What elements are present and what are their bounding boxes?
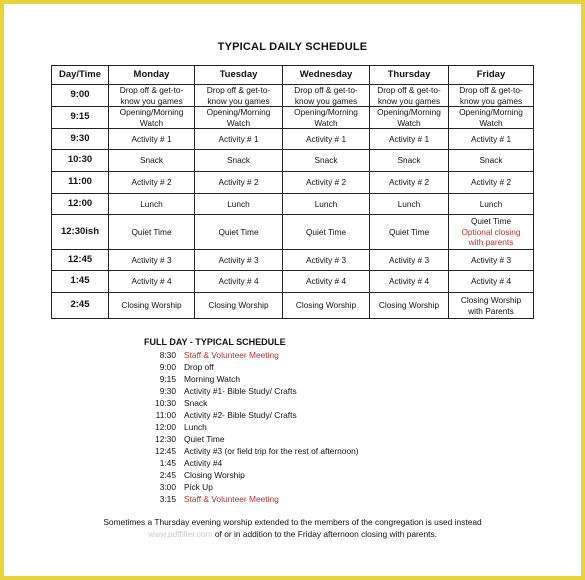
list-item-time: 9:00 <box>159 362 176 372</box>
schedule-cell <box>109 293 195 319</box>
list-item <box>144 361 464 373</box>
list-item-activity: Lunch <box>184 422 207 432</box>
schedule-cell <box>109 129 195 150</box>
schedule-cell <box>195 85 283 107</box>
schedule-cell <box>195 271 283 293</box>
table-row <box>52 293 534 319</box>
table-row <box>52 172 534 194</box>
cell-line: Snack <box>397 155 421 166</box>
schedule-cell <box>109 250 195 271</box>
schedule-cell <box>283 150 370 172</box>
table-header-row <box>52 66 534 85</box>
cell-line: Closing Worship <box>121 300 182 311</box>
table-row <box>52 129 534 150</box>
cell-line: Activity # 2 <box>218 177 259 188</box>
list-item-activity: Activity #4 <box>184 458 223 468</box>
list-item-activity: Staff & Volunteer Meeting <box>184 494 279 504</box>
list-item <box>144 445 464 457</box>
list-item <box>144 409 464 421</box>
cell-line: Activity # 4 <box>470 276 512 287</box>
schedule-cell <box>195 250 283 271</box>
cell-line: Activity # 1 <box>470 133 512 144</box>
list-item-time: 1:45 <box>159 458 176 468</box>
time-cell: 2:45 <box>52 293 109 319</box>
schedule-cell <box>195 293 283 319</box>
time-cell: 12:45 <box>52 250 109 271</box>
cell-line: know you games <box>207 95 270 106</box>
schedule-cell <box>370 85 449 107</box>
list-item <box>144 349 464 361</box>
schedule-cell <box>195 194 283 215</box>
column-header: Tuesday <box>195 66 283 85</box>
schedule-cell <box>370 129 449 150</box>
time-cell: 12:30ish <box>52 215 109 250</box>
cell-line: Activity # 3 <box>131 254 172 265</box>
column-header: Wednesday <box>283 66 370 85</box>
cell-line: Closing Worship <box>460 295 522 305</box>
schedule-cell <box>449 107 534 129</box>
cell-line: Quiet Time <box>218 226 259 237</box>
list-item-time: 12:00 <box>155 422 176 432</box>
cell-line: Drop off & get-to- <box>119 85 184 95</box>
time-cell: 9:30 <box>52 129 109 150</box>
schedule-cell <box>283 271 370 293</box>
list-item <box>144 469 464 481</box>
cell-line: Lunch <box>479 198 503 209</box>
schedule-cell <box>195 150 283 172</box>
cell-line: Lunch <box>397 198 421 209</box>
schedule-cell <box>195 215 283 250</box>
schedule-cell <box>449 215 534 250</box>
schedule-cell <box>109 172 195 194</box>
list-item-time: 12:30 <box>155 434 176 444</box>
list-item-time: 8:30 <box>159 350 176 360</box>
schedule-cell <box>370 250 449 271</box>
cell-line: Drop off & get-to- <box>377 85 441 95</box>
list-item <box>144 433 464 445</box>
cell-line: with parents <box>468 237 514 248</box>
schedule-cell <box>283 194 370 215</box>
schedule-cell <box>370 215 449 250</box>
column-header: Thursday <box>370 66 449 85</box>
cell-line: Snack <box>479 155 503 166</box>
page-title: TYPICAL DAILY SCHEDULE <box>217 41 368 53</box>
cell-line: Quiet Time <box>388 226 430 237</box>
table-row <box>52 85 534 107</box>
cell-line: Activity # 3 <box>218 254 259 265</box>
cell-line: Closing Worship <box>378 300 440 311</box>
schedule-cell <box>283 250 370 271</box>
cell-line: Lunch <box>227 198 250 209</box>
schedule-cell <box>449 293 534 319</box>
cell-line: Drop off & get-to- <box>206 85 271 95</box>
cell-line: know you games <box>459 95 523 106</box>
table-row <box>52 150 534 172</box>
cell-line: Drop off & get-to- <box>294 85 358 95</box>
list-item-activity: Pick Up <box>184 482 213 492</box>
cell-line: Activity # 1 <box>305 133 347 144</box>
list-item-activity: Activity #3 (or field trip for the rest of afternoon) <box>184 446 359 456</box>
schedule-cell <box>370 172 449 194</box>
cell-line: Activity # 4 <box>305 276 347 287</box>
list-item-time: 9:15 <box>159 374 176 384</box>
cell-line: Activity # 3 <box>305 254 347 265</box>
cell-line: Watch <box>314 117 338 128</box>
footnote <box>0 516 585 540</box>
cell-line: Watch <box>397 117 421 128</box>
full-day-title: FULL DAY - TYPICAL SCHEDULE <box>144 337 286 347</box>
cell-line: Closing Worship <box>295 300 357 311</box>
cell-line: Opening/Morning <box>294 107 358 117</box>
time-cell: 1:45 <box>52 271 109 293</box>
cell-line: Activity # 3 <box>388 254 430 265</box>
column-header: Friday <box>449 66 534 85</box>
cell-line: Activity # 3 <box>470 254 512 265</box>
list-item-time: 10:30 <box>155 398 176 408</box>
cell-line: know you games <box>120 95 183 106</box>
full-day-list <box>144 349 464 505</box>
list-item-time: 3:00 <box>159 482 176 492</box>
list-item-time: 9:30 <box>159 386 176 396</box>
cell-line: Optional closing <box>461 226 521 237</box>
cell-line: Activity # 4 <box>131 276 172 287</box>
schedule-cell <box>283 129 370 150</box>
schedule-cell <box>449 150 534 172</box>
time-cell: 9:15 <box>52 107 109 129</box>
cell-line: know you games <box>377 95 441 106</box>
list-item <box>144 493 464 505</box>
time-cell: 11:00 <box>52 172 109 194</box>
cell-line: Snack <box>314 155 338 166</box>
full-day-schedule <box>144 336 464 505</box>
schedule-cell <box>449 129 534 150</box>
cell-line: Activity # 1 <box>131 133 172 144</box>
list-item <box>144 397 464 409</box>
schedule-cell <box>109 271 195 293</box>
schedule-cell <box>109 85 195 107</box>
list-item <box>144 373 464 385</box>
schedule-cell <box>195 129 283 150</box>
footnote-line-1: Sometimes a Thursday evening worship extended to the members of the congregation is used instead <box>103 517 482 527</box>
cell-line: Activity # 2 <box>131 177 172 188</box>
list-item <box>144 457 464 469</box>
cell-line: Watch <box>226 117 251 128</box>
cell-line: Lunch <box>314 198 338 209</box>
schedule-cell <box>109 194 195 215</box>
schedule-cell <box>283 107 370 129</box>
schedule-cell <box>370 194 449 215</box>
list-item-activity: Morning Watch <box>184 374 241 384</box>
cell-line: Quiet Time <box>470 216 512 227</box>
cell-line: Opening/Morning <box>206 107 271 117</box>
table-row <box>52 271 534 293</box>
cell-line: know you games <box>294 95 358 106</box>
list-item-activity: Staff & Volunteer Meeting <box>184 350 279 360</box>
schedule-cell <box>370 271 449 293</box>
table-row <box>52 250 534 271</box>
time-cell: 12:00 <box>52 194 109 215</box>
schedule-cell <box>449 85 534 107</box>
schedule-cell <box>370 107 449 129</box>
cell-line: Closing Worship <box>208 300 269 311</box>
list-item-activity: Closing Worship <box>184 470 245 480</box>
list-item-activity: Snack <box>184 398 208 408</box>
cell-line: Opening/Morning <box>459 107 523 117</box>
cell-line: Activity # 4 <box>388 276 430 287</box>
cell-line: Activity # 1 <box>388 133 430 144</box>
schedule-cell <box>283 215 370 250</box>
list-item <box>144 385 464 397</box>
cell-line: Snack <box>139 155 164 166</box>
schedule-cell <box>449 250 534 271</box>
footnote-line-2-text: of or in addition to the Friday afternoon closing with parents. <box>214 529 437 539</box>
column-header: Monday <box>109 66 195 85</box>
time-cell: 10:30 <box>52 150 109 172</box>
schedule-body <box>52 85 534 319</box>
cell-line: Activity # 2 <box>388 177 430 188</box>
table-row <box>52 194 534 215</box>
list-item-time: 3:15 <box>159 494 176 504</box>
schedule-cell <box>283 172 370 194</box>
cell-line: Snack <box>226 155 251 166</box>
schedule-table <box>51 65 534 319</box>
list-item-time: 12:45 <box>155 446 176 456</box>
list-item-time: 2:45 <box>159 470 176 480</box>
list-item-activity: Drop off <box>184 362 214 372</box>
schedule-cell <box>109 215 195 250</box>
footnote-line-2 <box>0 528 585 540</box>
list-item <box>144 481 464 493</box>
schedule-cell <box>283 85 370 107</box>
cell-line: Activity # 1 <box>218 133 259 144</box>
cell-line: Watch <box>139 117 164 128</box>
table-row <box>52 215 534 250</box>
schedule-cell <box>449 172 534 194</box>
schedule-cell <box>195 172 283 194</box>
schedule-cell <box>109 150 195 172</box>
cell-line: Watch <box>479 117 503 128</box>
table-row <box>52 107 534 129</box>
schedule-cell <box>449 194 534 215</box>
cell-line: Quiet Time <box>305 226 347 237</box>
list-item <box>144 421 464 433</box>
schedule-cell <box>195 107 283 129</box>
list-item-time: 11:00 <box>155 410 176 420</box>
cell-line: Activity # 2 <box>305 177 347 188</box>
list-item-activity: Activity #1- Bible Study/ Crafts <box>184 386 297 396</box>
cell-line: Activity # 2 <box>470 177 512 188</box>
cell-line: Opening/Morning <box>377 107 441 117</box>
watermark-text: www.pdffiller.com <box>148 529 213 539</box>
schedule-cell <box>283 293 370 319</box>
schedule-cell <box>109 107 195 129</box>
list-item-activity: Activity #2- Bible Study/ Crafts <box>184 410 297 420</box>
cell-line: Lunch <box>140 198 163 209</box>
time-cell: 9:00 <box>52 85 109 107</box>
cell-line: Activity # 4 <box>218 276 259 287</box>
list-item-activity: Quiet Time <box>184 434 225 444</box>
cell-line: with Parents <box>468 305 514 316</box>
column-header: Day/Time <box>52 66 109 85</box>
cell-line: Quiet Time <box>131 226 172 237</box>
schedule-cell <box>449 271 534 293</box>
cell-line: Drop off & get-to- <box>459 85 523 95</box>
cell-line: Opening/Morning <box>119 107 184 117</box>
schedule-cell <box>370 150 449 172</box>
schedule-cell <box>370 293 449 319</box>
